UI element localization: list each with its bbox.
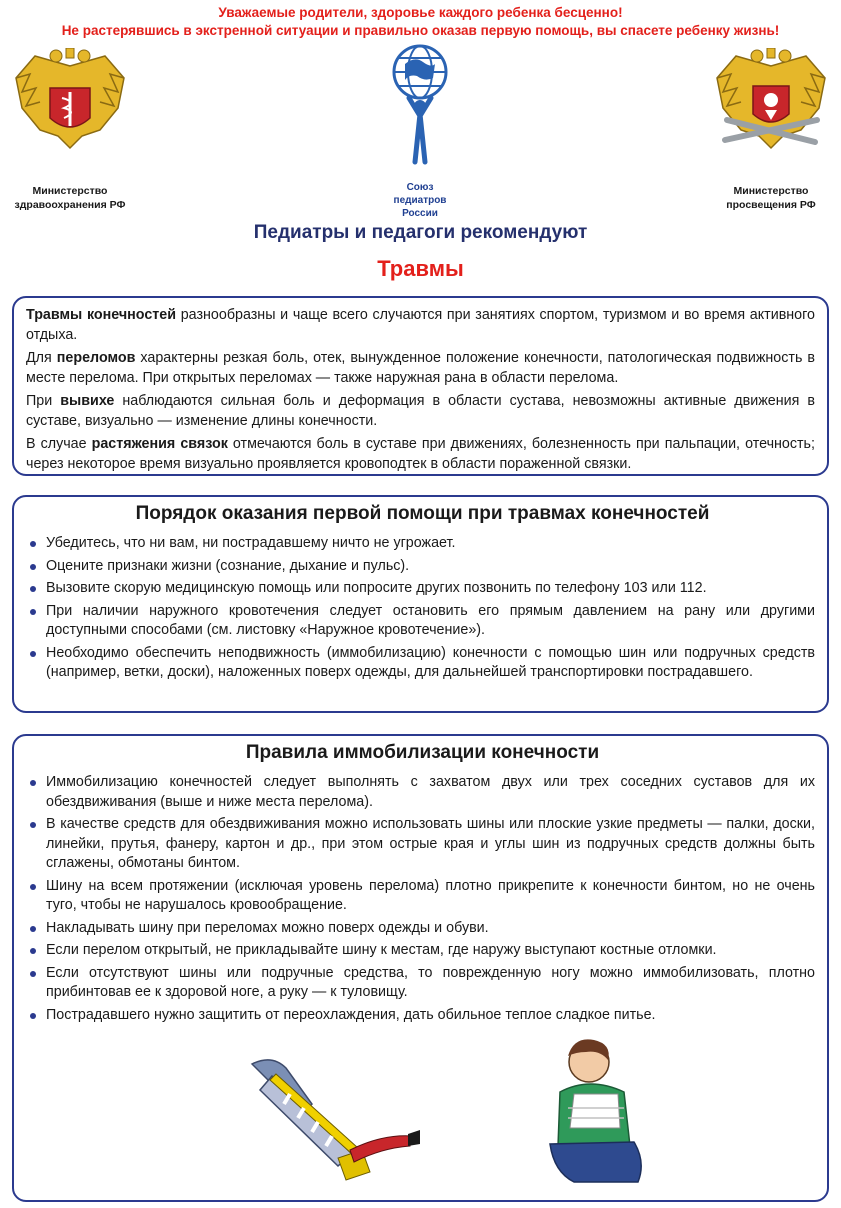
ministry-education-emblem <box>701 48 841 212</box>
subtitle: Педиатры и педагоги рекомендуют <box>253 222 588 243</box>
ministry-health-emblem <box>0 48 140 212</box>
double-eagle-health-icon <box>10 48 130 160</box>
left-caption: Министерство здравоохранения РФ <box>14 185 126 211</box>
immobilization-title: Правила иммобилизации конечности <box>245 742 600 763</box>
list-item: Если перелом открытый, не прикладывайте шину к местам, где наружу выступают костные отломки. <box>30 941 815 961</box>
pediatricians-union-logo <box>370 44 470 220</box>
first-aid-title: Порядок оказания первой помощи при травмах конечностей <box>135 503 710 524</box>
first-aid-box <box>12 495 829 713</box>
list-item: Пострадавшего нужно защитить от переохлаждения, дать обильное теплое сладкое питье. <box>30 1006 815 1026</box>
intro-box <box>12 296 829 476</box>
list-item: Оцените признаки жизни (сознание, дыхание и пульс). <box>30 557 815 577</box>
top-notice <box>0 0 841 40</box>
page-title: Травмы <box>377 256 464 281</box>
list-item: Если отсутствуют шины или подручные средства, то поврежденную ногу можно иммобилизовать, плотно прибинтовав ее к здоровой ноге, а руку — к туловищу. <box>30 964 815 1003</box>
list-item: Вызовите скорую медицинскую помощь или попросите других позвонить по телефону 103 или 112. <box>30 579 815 599</box>
first-aid-list <box>30 534 815 683</box>
arm-sling-illustration <box>534 1036 654 1186</box>
list-item: Шину на всем протяжении (исключая уровень перелома) плотно прикрепите к конечности бинтом, но не очень туго, чтобы не нарушалось кровообращение. <box>30 877 815 916</box>
notice-line-1: Уважаемые родители, здоровье каждого ребенка бесценно! <box>218 5 623 20</box>
list-item: В качестве средств для обездвиживания можно использовать шины или плоские узкие предметы — палки, доски, линейки, прутья, фанеру, картон и др., при этом острые края и углы шин из подручных средств должны быть сглажены, обмотаны бинтом. <box>30 815 815 874</box>
immobilization-list <box>30 773 815 1025</box>
list-item: Необходимо обеспечить неподвижность (иммобилизацию) конечности с помощью шин или подручных средств (например, ветки, доски), наложенных поверх одежды, для дальнейшей транспортировки пострадавшего. <box>30 644 815 683</box>
intro-paragraph-1: Травмы конечностей разнообразны и чаще всего случаются при занятиях спортом, туризмом и во время активного отдыха. <box>26 307 815 343</box>
splinted-leg-illustration <box>242 1054 422 1184</box>
list-item: Накладывать шину при переломах можно поверх одежды и обуви. <box>30 919 815 939</box>
intro-paragraph-3: При вывихе наблюдаются сильная боль и деформация в области сустава, невозможны активные движения в суставе, визуально — изменение длины конечности. <box>26 393 815 429</box>
list-item: Иммобилизацию конечностей следует выполнять с захватом двух или трех соседних суставов для их обездвиживания (выше и ниже места перелома). <box>30 773 815 812</box>
right-caption: Министерство просвещения РФ <box>726 185 816 211</box>
immobilization-box <box>12 734 829 1202</box>
double-eagle-education-icon <box>711 48 831 160</box>
center-caption: Союз педиатров России <box>393 182 447 219</box>
notice-line-2: Не растерявшись в экстренной ситуации и правильно оказав первую помощь, вы спасете ребенку жизнь! <box>61 23 780 38</box>
list-item: При наличии наружного кровотечения следует остановить его прямым давлением на рану или другими доступными способами (см. листовку «Наружное кровотечение»). <box>30 602 815 641</box>
list-item: Убедитесь, что ни вам, ни пострадавшему ничто не угрожает. <box>30 534 815 554</box>
intro-paragraph-4: В случае растяжения связок отмечаются боль в суставе при движениях, болезненность при пальпации, отечность; через некоторое время визуально проявляется кровоподтек в области пораженной связки. <box>26 436 815 472</box>
globe-figure-icon <box>385 44 455 174</box>
intro-paragraph-2: Для переломов характерны резкая боль, отек, вынужденное положение конечности, патологическая подвижность в месте перелома. При открытых переломах — также наружная рана в области перелома. <box>26 350 815 386</box>
